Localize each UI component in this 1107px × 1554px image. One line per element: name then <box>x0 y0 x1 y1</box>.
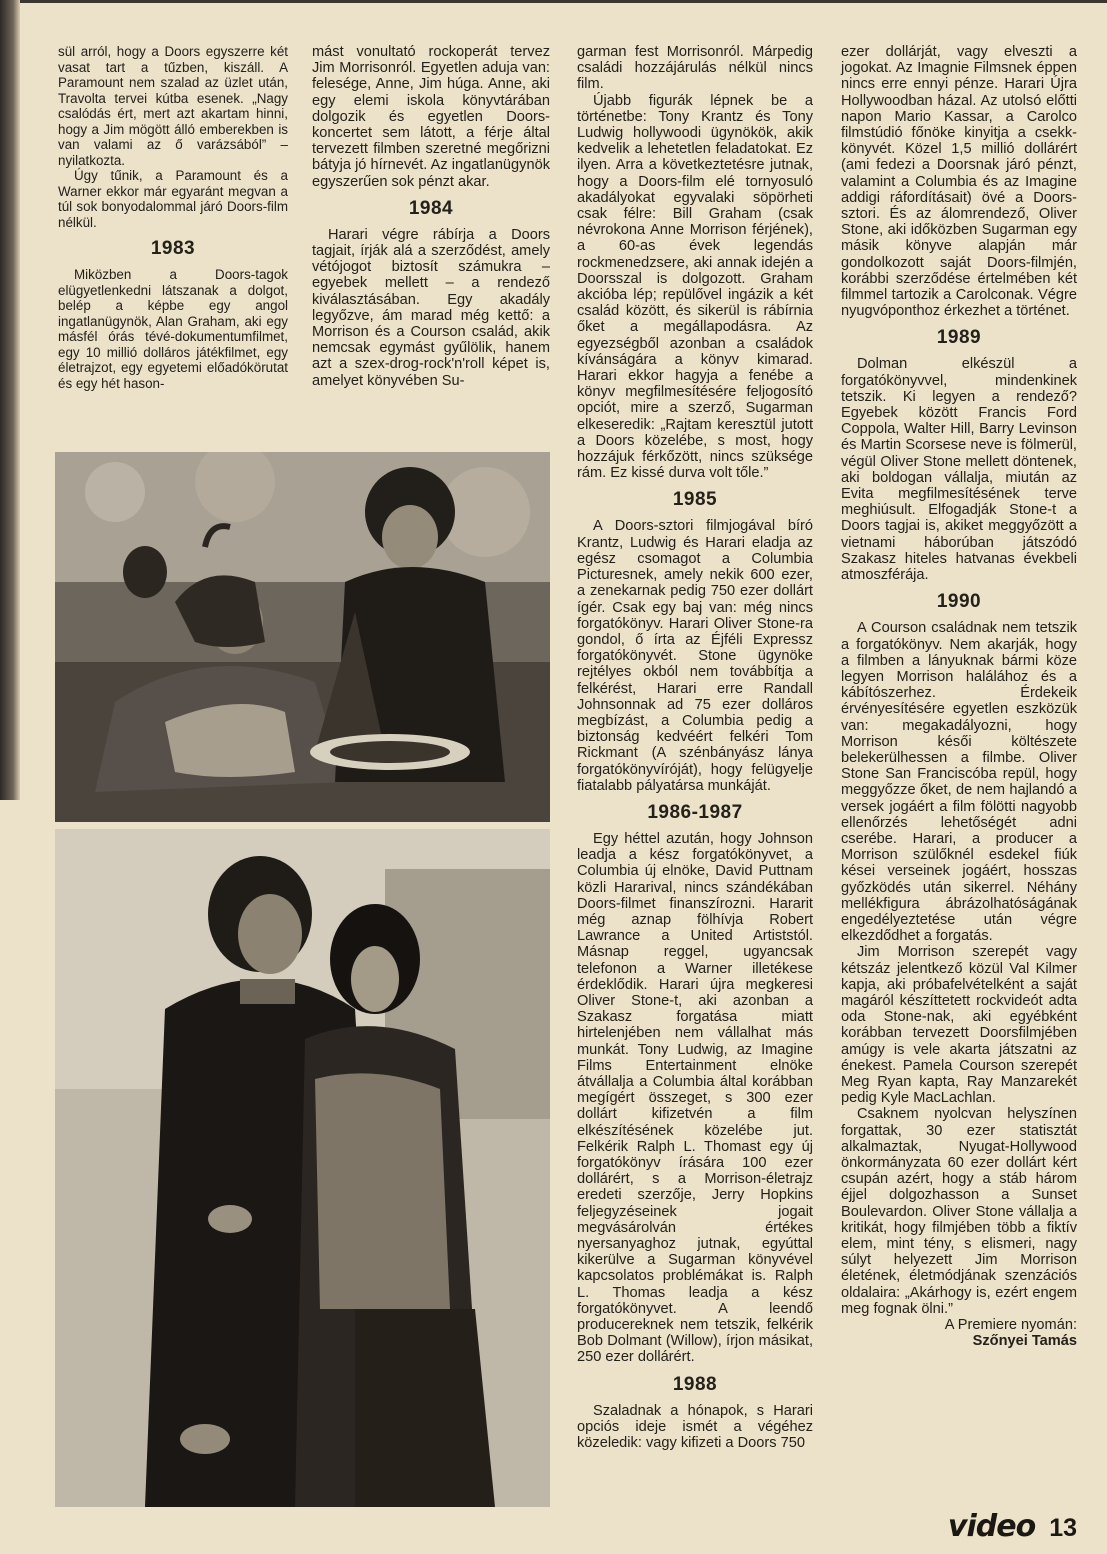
section-heading-1983: 1983 <box>150 238 196 259</box>
section-heading-1985: 1985 <box>672 489 718 511</box>
paragraph: Harari végre rábírja a Doors tagjait, írják alá a szerződést, amely vétójogot biztosít számukra – egyebek mellett – a rendező kiválasztásában. Egy akadály legyőzve, ám marad még kettő: a Morrison és a Courson család, akik nemcsak egymást gyűlölik, hanem azt a szex-drog-rock'n'roll képet is, amelyet könyvében Su- <box>312 226 550 389</box>
film-still-bar-scene-image <box>55 452 550 822</box>
paragraph: Dolman elkészül a forgatókönyvvel, mindenkinek tetszik. Ki legyen a rendező? Egyebek között Francis Ford Coppola, Walter Hill, Barry Levinson és Martin Scorsese neve is fölmerül, végül Oliver Stone mellett döntenek, aki boldogan vállalja, miután az Evita megfilmesítésének terve meghiúsult. Elfogadják Stone-t a Doors tagjai is, akiket meggyőzött a vietnami háborúban játszódó Szakasz hiteles hatvanas évekbeli atmoszférája. <box>841 356 1077 584</box>
paragraph: Csaknem nyolcvan helyszínen forgattak, 30 ezer statisztát alkalmaztak, Nyugat-Hollywood önkormányzata 60 ezer dollárt kért csupán azért, hogy a stáb három éjjel dolgozhasson a Sunset Boulevardon. Oliver Stone vállalja a kritikát, hogy filmjében több a fiktív elem, mint tény, s elismeri, nagy súlyt helyezett Jim Morrison életének, életmódjának szenzációs oldalaira: „Akárhogy is, ezért engem meg fognak ölni.” <box>841 1106 1077 1317</box>
column-4 <box>841 44 1077 1349</box>
column-2 <box>312 44 550 389</box>
source-line: A Premiere nyomán: <box>944 1317 1077 1334</box>
paragraph: Úgy tűnik, a Paramount és a Warner ekkor már egyaránt megvan a túl sok bonyodalommal járó Doors-film nélkül. <box>58 168 288 230</box>
section-heading-1990: 1990 <box>936 591 982 613</box>
section-heading-1988: 1988 <box>672 1373 718 1395</box>
paragraph: Jim Morrison szerepét vagy kétszáz jelentkező közül Val Kilmer kapja, aki próbafelvételként a saját magáról készíttetett rockvideót adta oda Stone-nak, aki egyébként korábban tervezett Doorsfilmjében amúgy is vele akarta játszatni az énekest. Pamela Courson szerepét Meg Ryan kapta, Ray Manzarekét pedig Kyle MacLachlan. <box>841 944 1077 1107</box>
column-1 <box>58 44 288 391</box>
film-still-photo-1 <box>55 452 550 822</box>
paragraph: Egy héttel azután, hogy Johnson leadja a kész forgatókönyvet, a Columbia új elnöke, David Puttnam közli Hararival, nincs szándékában Doors-filmet finanszírozni. Hararit még aznap fölhívja Robert Lawrance a United Artiststól. Másnap reggel, ugyancsak telefonon a Warner illetékese érdeklődik. Harari újra megkeresi Oliver Stone-t, aki azonban a Szakasz forgatása miatt hirtelenjében nem vállalhat más munkát. Tony Ludwig, az Imagine Films Entertainment elnöke átvállalja a Columbia által korábban megígért összeget, s 300 ezer dollárt kifizetvén a film elkészítésének közelébe jut. Felkérik Ralph L. Thomast egy új forgatókönyv írására 100 ezer dollárért, s a Morrison-életrajz eredeti szerzője, Jerry Hopkins feljegyzéseinek jogait megvásárolván értékes nyersanyaghoz jutnak, egyúttal kikerülve a Sugarman könyvével kapcsolatos problémákat is. Ralph L. Thomas leadja a kész forgatókönyvet. A leendő producereknek nem tetszik, felkérik Bob Dolmant (Willow), írjon másikat, 250 ezer dollárért. <box>577 830 813 1366</box>
paragraph: ezer dollárját, vagy elveszti a jogokat. Az Imagnie Filmsnek éppen nincs erre ennyi pénze. Harari Újra Hollywoodban házal. Az utolsó előtti napon Mario Kassar, a Carolco filmstúdió főnöke kinyitja a csekk-könyvét. Közel 1,5 millió dollárért (ami fedezi a Doorsnak járó pénzt, valamint a Columbia és az Imagine addigi ráfordításait) övé a Doors-sztori. És az álomrendező, Oliver Stone, aki időközben Sugarman egy másik könyve alapján már gondolkozott saját Doors-filmjén, korábbi szerződése értelmében két filmmel tartozik a Carolconak. Végre nyugvóponthoz érkezhet a történet. <box>841 44 1077 320</box>
page-number: 13 <box>1049 1514 1077 1542</box>
paragraph: sül arról, hogy a Doors egyszerre két vasat tart a tűzben, kiszáll. A Paramount nem szalad az üzlet után, Travolta tervei kútba esenek. „Nagy csalódás ért, mert azt akartam hinni, hogy a Jim mögött álló emberekben is van valami az ő varázsából” – nyilatkozta. <box>58 44 288 168</box>
paragraph: Szaladnak a hónapok, s Harari opciós ideje ismét a végéhez közeledik: vagy kifizeti a Doors 750 <box>577 1402 813 1452</box>
paragraph: mást vonultató rockoperát tervez Jim Morrisonról. Egyetlen aduja van: felesége, Anne, Jim húga. Anne, aki egy elemi iskola könyvtárában dolgozik és egyetlen Doors-koncertet sem látott, a férje által tervezett filmben szeretné megőrizni bátyja jó hírnevét. Az ingatlanügynök egyszerűen sok pénzt akar. <box>312 44 550 190</box>
paragraph: Miközben a Doors-tagok elügyetlenkedni látszanak a dolgot, belép a képbe egy angol ingatlanügynök, Alan Graham, aki egy másfél órás tévé-dokumentumfilmet, egy 10 millió dolláros játékfilmet, egy életrajzot, egy egyetemi előadókörutat és egy hét hason- <box>58 267 288 391</box>
page-binding-edge <box>0 0 20 800</box>
column-3 <box>577 44 813 1451</box>
section-heading-1989: 1989 <box>936 327 982 349</box>
author-name: Szőnyei Tamás <box>972 1333 1077 1350</box>
magazine-logo: video <box>947 1509 1036 1544</box>
paragraph: A Courson családnak nem tetszik a forgatókönyv. Nem akarják, hogy a filmben a lányuknak bármi köze legyen Morrison halálához és a kábítószerhez. Érdekeik érvényesítésére egyetlen eszközük van: megakadályozni, hogy Morrison késői költészete belekerülhessen a filmbe. Oliver Stone San Franciscóba repül, hogy meggyőzze őket, de nem hajlandó a versek jogáért a film fölötti nagyobb ellenőrzés lehetőségét adni cserébe. Harari, a producer a Morrison szülőknél esdekel fiúk kései verseinek jogáért, hosszas győzködés után sikerrel. Néhány mellékfigura ábrázolhatóságának engedélyeztetése után végre elkezdődhet a forgatás. <box>841 620 1077 945</box>
section-heading-1984: 1984 <box>408 197 454 219</box>
film-still-couple-image <box>55 829 550 1507</box>
paragraph: Újabb figurák lépnek be a történetbe: Tony Krantz és Tony Ludwig hollywoodi ügynökök, akik kedvelik a lehetetlen feladatokat. Ez ilyen. Arra a következtetésre jutnak, hogy a Doors-film elé tornyosuló akadályokat egyvalaki söpörheti csak félre: Bill Graham (csak névrokona Anne Morrison férjének), a 60-as évek legendás rockmenedzsere, aki annak idején a Doorsszal is dolgozott. Graham akcióba lép; repülővel ingázik a két család között, és sikerül is rábírnia őket a megállapodásra. Az egyezségből azonban a családok kívánságára a könyv kimarad. Harari ekkor hagyja a fenébe a könyv megfilmesítésére feljogosító opciót, mire a szerző, Sugarman elkeseredik: „Rajtam keresztül jutott a Doors közelébe, s most, hogy hozzájuk férkőzött, nincs szüksége rám. Ez kissé durva volt tőle.” <box>577 92 813 482</box>
top-border <box>20 0 1107 3</box>
film-still-photo-2 <box>55 829 550 1507</box>
source-credit <box>841 1317 1077 1349</box>
section-heading-1986-1987: 1986-1987 <box>647 801 743 823</box>
paragraph: A Doors-sztori filmjogával bíró Krantz, Ludwig és Harari eladja az egész csomagot a Columbia Picturesnek, amely nekik 600 ezer, a zenekarnak pedig 750 ezer dollárt ígér. Csak egy baj van: még nincs forgatókönyv. Harari Oliver Stone-ra gondol, ő írta az Éjféli Expressz forgatókönyvét. Stone ügynöke rejtélyes okból nem továbbítja a felkérést, Harari erre Randall Johnsonnak ad 75 ezer dolláros megbízást, a Columbia pedig a biztonság kedvéért felkéri Tom Rickmant (A szénbányász lánya forgatókönyvíróját), hogy felügyelje fiatalabb pályatársa munkáját. <box>577 518 813 794</box>
paragraph: garman fest Morrisonról. Márpedig családi hozzájárulás nélkül nincs film. <box>577 44 813 93</box>
page-footer <box>948 1508 1077 1542</box>
